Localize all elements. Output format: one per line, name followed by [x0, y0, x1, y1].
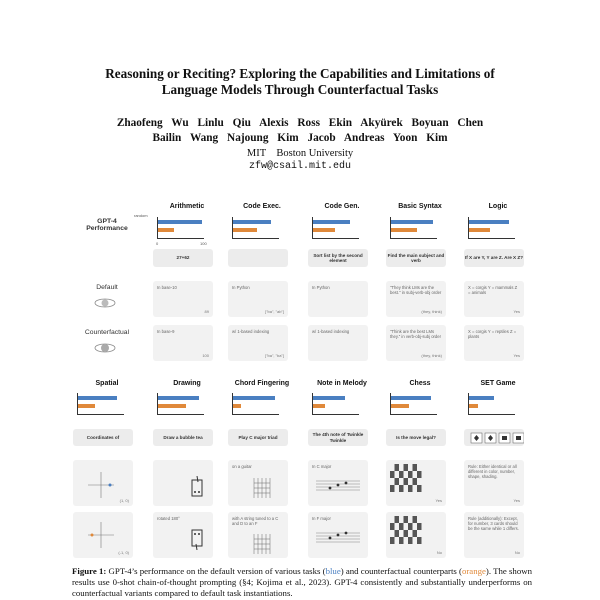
counterfactual-answer: (-1, 0) — [118, 550, 129, 555]
default-card — [153, 281, 213, 317]
bubble-tea-rotated-icon — [190, 528, 204, 550]
query-text: Play C major triad — [238, 434, 278, 440]
default-text — [153, 460, 213, 468]
figure-1 — [72, 198, 532, 560]
query-card — [153, 249, 213, 267]
axis-random: random — [134, 213, 148, 218]
task-header: Basic Syntax — [398, 203, 442, 210]
axis-line — [469, 414, 515, 415]
bar-default — [391, 396, 431, 400]
bar-default — [158, 220, 202, 224]
default-card — [228, 281, 288, 317]
task-header: Spatial — [95, 380, 119, 387]
query-text: Sort list by the second element — [313, 252, 363, 263]
axis-line — [233, 414, 279, 415]
author-list — [0, 116, 600, 146]
chessboard-icon — [390, 464, 422, 492]
bar-counterfactual — [391, 228, 417, 232]
axis-line — [158, 238, 204, 239]
authors-line-2: Bailin Wang Najoung Kim Jacob Andreas Yoon Kim — [152, 132, 448, 144]
default-answer: ["ba", "ab"] — [264, 309, 284, 314]
counterfactual-answer: No — [514, 550, 520, 555]
task-header: Chess — [409, 380, 431, 387]
perf-bars — [390, 393, 441, 415]
bar-counterfactual — [391, 404, 409, 408]
default-card — [464, 281, 524, 317]
default-card — [464, 460, 524, 506]
query-text: Find the main subject and verb — [387, 252, 445, 263]
bar-default — [313, 220, 350, 224]
title-line-1: Reasoning or Reciting? Exploring the Capabilities and Limitations of — [105, 66, 495, 81]
bar-default — [233, 220, 271, 224]
query-card — [308, 429, 368, 446]
query-card — [73, 429, 133, 446]
query-text: Draw a bubble tea — [163, 434, 203, 440]
bar-counterfactual — [469, 404, 478, 408]
counterfactual-answer: (they, think) — [421, 353, 442, 358]
bar-counterfactual — [313, 404, 325, 408]
counterfactual-card — [153, 512, 213, 558]
query-text: Is the move legal? — [396, 434, 436, 440]
bar-counterfactual — [78, 404, 95, 408]
caption-text-1: GPT-4’s performance on the default version of various tasks ( — [106, 566, 326, 576]
default-text: on a guitar — [232, 464, 252, 469]
music-staff-icon — [316, 478, 360, 494]
counterfactual-card — [386, 325, 446, 361]
query-card — [153, 429, 213, 446]
guitar-fretboard-alt-icon — [252, 532, 274, 556]
bar-counterfactual — [233, 228, 257, 232]
default-answer: 89 — [204, 309, 209, 314]
default-answer: Yes — [513, 309, 520, 314]
caption-text-2: ) and counterfactual counterparts ( — [340, 566, 462, 576]
axis-line — [158, 414, 204, 415]
caption-label: Figure 1: — [72, 566, 107, 576]
spatial-axes-icon — [86, 470, 116, 500]
perf-bars — [468, 393, 519, 415]
paper-title — [0, 66, 600, 98]
query-text: Coordinates of — [86, 434, 120, 440]
task-header: Logic — [488, 203, 508, 210]
perf-bars — [312, 217, 363, 239]
query-card — [464, 249, 524, 267]
default-answer: Yes — [513, 498, 520, 503]
query-card — [386, 429, 446, 446]
query-text: 27+62 — [176, 255, 190, 261]
axis-line — [233, 238, 279, 239]
counterfactual-text — [73, 512, 133, 520]
bar-default — [469, 396, 494, 400]
bar-default — [469, 220, 509, 224]
task-header: Code Exec. — [243, 203, 281, 210]
query-text: If X are Y, Y are Z. Are X Z? — [464, 255, 524, 261]
axis-100: 100 — [200, 241, 207, 246]
default-text: X = corgis Y = mammals Z = animals — [468, 285, 518, 295]
perf-bars — [77, 393, 128, 415]
query-card — [308, 249, 368, 267]
affil-mit: MIT — [246, 148, 266, 159]
counterfactual-answer: ["ba", "ba"] — [264, 353, 284, 358]
music-staff-alt-icon — [316, 530, 360, 546]
counterfactual-text: X = corgis Y = reptiles Z = plants — [468, 329, 517, 339]
counterfactual-card — [228, 325, 288, 361]
globe-icon — [94, 296, 116, 308]
counterfactual-answer: 100 — [202, 353, 209, 358]
chessboard-alt-icon — [390, 516, 422, 544]
perf-bars — [468, 217, 519, 239]
row-label-counterfactual: Counterfactual — [84, 329, 130, 336]
task-header: Drawing — [173, 380, 201, 387]
perf-bars — [390, 217, 441, 239]
bar-counterfactual — [313, 228, 335, 232]
counterfactual-text: rotated 180° — [157, 516, 180, 521]
default-answer: (they, think) — [421, 309, 442, 314]
bar-default — [233, 396, 275, 400]
authors-line-1: Zhaofeng Wu Linlu Qiu Alexis Ross Ekin Akyürek Boyuan Chen — [116, 117, 484, 129]
counterfactual-text: w/ 1-based indexing — [232, 329, 270, 334]
default-text — [73, 460, 133, 468]
row-label-performance: GPT-4 Performance — [86, 218, 128, 232]
bar-default — [313, 396, 345, 400]
row-label-default: Default — [96, 284, 118, 291]
counterfactual-text: "Think are the best LMs they." in verb-obj-subj order — [390, 329, 441, 339]
task-header: SET Game — [480, 380, 516, 387]
counterfactual-card — [153, 325, 213, 361]
counterfactual-card — [308, 325, 368, 361]
perf-bars — [157, 217, 208, 239]
axis-line — [313, 238, 359, 239]
default-text: In C major — [312, 464, 332, 469]
perf-bars — [232, 217, 283, 239]
counterfactual-text: In base-9 — [157, 329, 175, 334]
caption-orange: orange — [461, 566, 486, 576]
globe-icon-alt — [94, 341, 116, 355]
bar-counterfactual — [469, 228, 490, 232]
counterfactual-card — [464, 512, 524, 558]
affiliations — [0, 147, 600, 160]
default-text: In Python — [312, 285, 330, 290]
counterfactual-answer: No — [436, 550, 442, 555]
affil-bu: Boston University — [276, 148, 354, 159]
task-header: Note in Melody — [317, 380, 367, 387]
author-email: zfw@csail.mit.edu — [248, 161, 352, 172]
default-card — [308, 281, 368, 317]
default-text: In base-10 — [157, 285, 177, 290]
axis-line — [391, 238, 437, 239]
counterfactual-text: with A string tuned to a C and D to an F — [232, 516, 279, 526]
default-answer: Yes — [435, 498, 442, 503]
default-answer: (1, 0) — [119, 498, 129, 503]
title-line-2: Language Models Through Counterfactual Tasks — [161, 82, 439, 97]
bubble-tea-icon — [190, 476, 204, 498]
bar-default — [78, 396, 117, 400]
counterfactual-text: w/ 1-based indexing — [312, 329, 350, 334]
default-card — [153, 460, 213, 506]
default-text: In Python — [232, 285, 250, 290]
query-card — [228, 429, 288, 446]
axis-line — [78, 414, 124, 415]
set-cards-icon — [470, 432, 524, 444]
bar-counterfactual — [158, 404, 186, 408]
query-text: The 4th note of Twinkle Twinkle — [312, 432, 364, 443]
perf-bars — [157, 393, 208, 415]
figure-caption — [72, 566, 532, 599]
axis-line — [391, 414, 437, 415]
perf-bars — [232, 393, 283, 415]
default-card — [386, 281, 446, 317]
spatial-axes-rotated-icon — [86, 520, 116, 550]
counterfactual-text: In F major — [312, 516, 331, 521]
perf-bars — [312, 393, 363, 415]
axis-0: 0 — [156, 241, 159, 246]
axis-line — [313, 414, 359, 415]
task-header: Code Gen. — [324, 203, 360, 210]
counterfactual-text: Rule (additionally): Except, for number, 3 cards should be the same while 1 differs. — [468, 516, 519, 531]
task-header: Chord Fingering — [234, 380, 290, 387]
caption-blue: blue — [325, 566, 341, 576]
counterfactual-card — [464, 325, 524, 361]
default-text: Rule: Either identical or all different in color, number, shape, shading. — [468, 464, 517, 479]
axis-line — [469, 238, 515, 239]
query-card — [228, 249, 288, 267]
bar-counterfactual — [158, 228, 174, 232]
bar-default — [391, 220, 433, 224]
counterfactual-answer: Yes — [513, 353, 520, 358]
caption-text-3: ). The shown results use 0-shot chain-of-thought prompting (§4; Kojima et al., 2023). GPT-4 consistently and substantially underperforms on counterfactual variants compared to default task instantiations. — [72, 566, 532, 598]
bar-default — [158, 396, 199, 400]
guitar-fretboard-icon — [252, 476, 274, 500]
bar-counterfactual — [233, 404, 241, 408]
default-text: "They think LMs are the best." in subj-verb-obj order — [390, 285, 442, 295]
query-card — [386, 249, 446, 267]
task-header: Arithmetic — [169, 203, 205, 210]
